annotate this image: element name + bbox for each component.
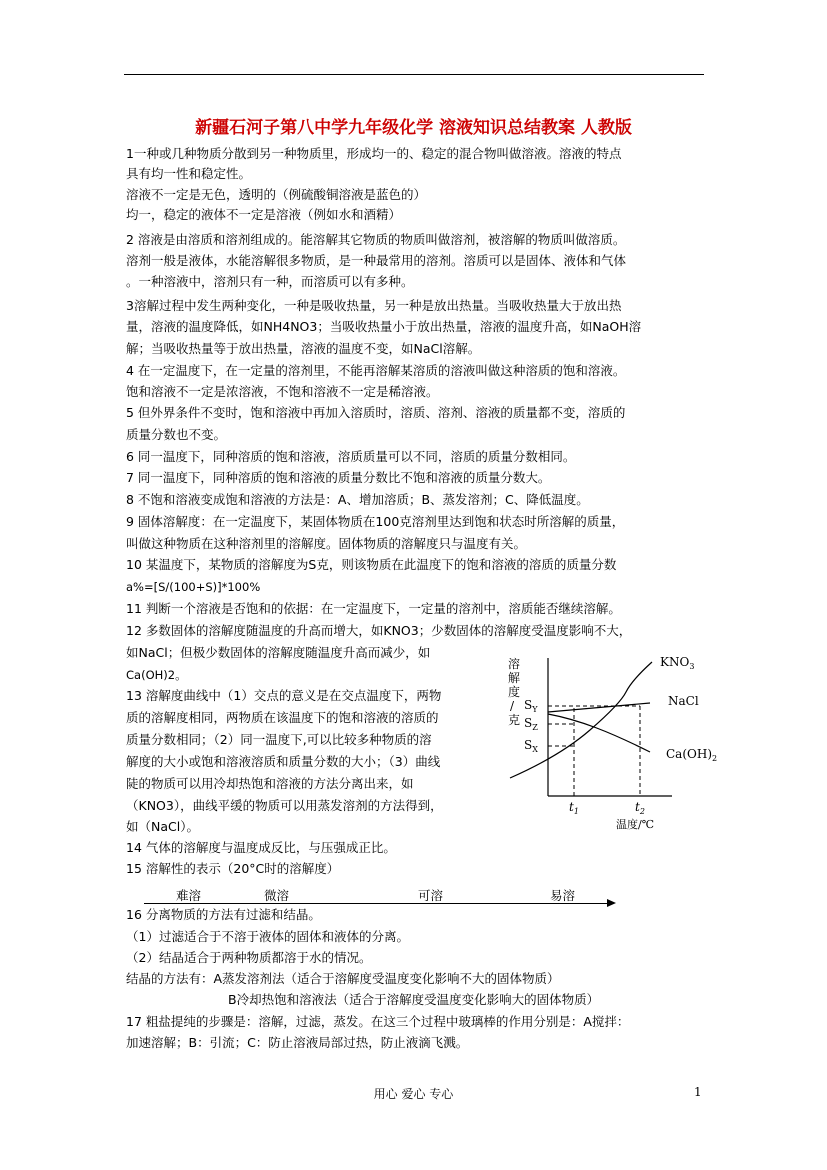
- text-line: 如（NaCl）。: [126, 819, 199, 834]
- x-axis-label: 温度/℃: [616, 818, 655, 831]
- text-line: 14 气体的溶解度与温度成反比，与压强成正比。: [126, 840, 396, 855]
- tick-sx: $S_X$: [524, 738, 538, 754]
- text-line: （1）过滤适合于不溶于液体的固体和液体的分离。: [126, 929, 409, 944]
- text-line: 10 某温度下，某物质的溶解度为S克，则该物质在此温度下的饱和溶液的溶质的质量分数: [126, 557, 617, 572]
- text-line: 具有均一性和稳定性。: [126, 166, 252, 181]
- text-line: 4 在一定温度下，在一定量的溶剂里，不能再溶解某溶质的溶液叫做这种溶质的饱和溶液。: [126, 363, 626, 378]
- text-line: 9 固体溶解度：在一定温度下，某固体物质在100克溶剂里达到饱和状态时所溶解的质量，: [126, 514, 625, 529]
- page-number: 1: [694, 1085, 702, 1099]
- text-line: 饱和溶液不一定是浓溶液，不饱和溶液不一定是稀溶液。: [126, 384, 439, 399]
- text-line: 16 分离物质的方法有过滤和结晶。: [126, 907, 321, 922]
- text-line: 3溶解过程中发生两种变化，一种是吸收热量，另一种是放出热量。当吸收热量大于放出热: [126, 298, 622, 313]
- tick-t2: $t_2$: [635, 800, 645, 816]
- text-line: Ca(OH)2。: [126, 668, 187, 682]
- text-line: 13 溶解度曲线中（1）交点的意义是在交点温度下，两物: [126, 688, 442, 703]
- text-line: 陡的物质可以用冷却热饱和溶液的方法分离出来，如: [126, 776, 414, 791]
- header-rule: [124, 74, 704, 75]
- scale-label: 微溶: [264, 888, 290, 903]
- text-line: 溶剂一般是液体，水能溶解很多物质，是一种最常用的溶剂。溶质可以是固体、液体和气体: [126, 253, 627, 268]
- legend-kno3: $KNO_3$: [660, 655, 695, 671]
- text-line: B冷却热饱和溶液法（适合于溶解度受温度变化影响大的固体物质）: [228, 992, 600, 1007]
- text-line: （KNO3），曲线平缓的物质可以用蒸发溶剂的方法得到，: [126, 798, 443, 813]
- y-axis-label: 溶解度/克: [508, 657, 521, 727]
- text-line: 质量分数也不变。: [126, 427, 227, 442]
- scale-label: 难溶: [176, 888, 202, 903]
- text-line: 加速溶解；B：引流；C：防止溶液局部过热，防止液滴飞溅。: [126, 1035, 469, 1050]
- tick-t1: $t_1$: [569, 800, 579, 816]
- text-line: （2）结晶适合于两种物质都溶于水的情况。: [126, 950, 372, 965]
- page-title: 新疆石河子第八中学九年级化学 溶液知识总结教案 人教版: [195, 118, 632, 138]
- tick-sy: $S_Y$: [524, 698, 538, 714]
- text-line: 质量分数相同；（2）同一温度下,可以比较多种物质的溶: [126, 732, 432, 747]
- text-line: 结晶的方法有：A蒸发溶剂法（适合于溶解度受温度变化影响不大的固体物质）: [126, 971, 560, 986]
- text-line: 15 溶解性的表示（20°C时的溶解度）: [126, 861, 340, 876]
- text-line: 均一，稳定的液体不一定是溶液（例如水和酒精）: [126, 207, 402, 222]
- text-line: 12 多数固体的溶解度随温度的升高而增大，如KNO3；少数固体的溶解度受温度影响不大，: [126, 623, 632, 638]
- scale-arrowhead: [607, 899, 616, 907]
- text-line: 如NaCl；但极少数固体的溶解度随温度升高而减少，如: [126, 645, 431, 660]
- text-line: 7 同一温度下，同种溶质的饱和溶液的质量分数比不饱和溶液的质量分数大。: [126, 470, 551, 485]
- text-line: 17 粗盐提纯的步骤是：溶解，过滤，蒸发。在这三个过程中玻璃棒的作用分别是：A搅拌：: [126, 1014, 630, 1029]
- text-line: 1一种或几种物质分散到另一种物质里，形成均一的、稳定的混合物叫做溶液。溶液的特点: [126, 146, 622, 161]
- scale-label: 易溶: [550, 888, 576, 903]
- text-line: 质的溶解度相同，两物质在该温度下的饱和溶液的溶质的: [126, 710, 439, 725]
- text-line: 解；当吸收热量等于放出热量，溶液的温度不变，如NaCl溶解。: [126, 341, 481, 356]
- solubility-curve-chart: [490, 648, 730, 833]
- scale-arrow-line: [144, 903, 608, 904]
- tick-sz: $S_Z$: [524, 716, 538, 732]
- text-line: 2 溶液是由溶质和溶剂组成的。能溶解其它物质的物质叫做溶剂，被溶解的物质叫做溶质。: [126, 232, 626, 247]
- page-footer: 用心 爱心 专心: [373, 1087, 454, 1101]
- text-line: 5 但外界条件不变时，饱和溶液中再加入溶质时，溶质、溶剂、溶液的质量都不变，溶质的: [126, 405, 626, 420]
- legend-caoh2: $Ca(OH)_2$: [666, 747, 718, 763]
- text-line: a%=[S/(100+S)]*100%: [126, 580, 261, 594]
- text-line: 量，溶液的温度降低，如NH4NO3；当吸收热量小于放出热量，溶液的温度升高，如NaOH溶: [126, 319, 642, 334]
- text-line: 。一种溶液中，溶剂只有一种，而溶质可以有多种。: [126, 274, 414, 289]
- legend-nacl: NaCl: [668, 694, 699, 708]
- text-line: 11 判断一个溶液是否饱和的依据：在一定温度下，一定量的溶剂中，溶质能否继续溶解。: [126, 601, 621, 616]
- scale-label: 可溶: [418, 888, 444, 903]
- text-line: 解度的大小或饱和溶液溶质和质量分数的大小；（3）曲线: [126, 754, 441, 769]
- text-line: 6 同一温度下，同种溶质的饱和溶液，溶质质量可以不同，溶质的质量分数相同。: [126, 449, 576, 464]
- text-line: 叫做这种物质在这种溶剂里的溶解度。固体物质的溶解度只与温度有关。: [126, 536, 527, 551]
- text-line: 8 不饱和溶液变成饱和溶液的方法是：A、增加溶质；B、蒸发溶剂；C、降低温度。: [126, 492, 589, 507]
- series-nacl-curve: [548, 703, 650, 712]
- text-line: 溶液不一定是无色，透明的（例硫酸铜溶液是蓝色的）: [126, 187, 427, 202]
